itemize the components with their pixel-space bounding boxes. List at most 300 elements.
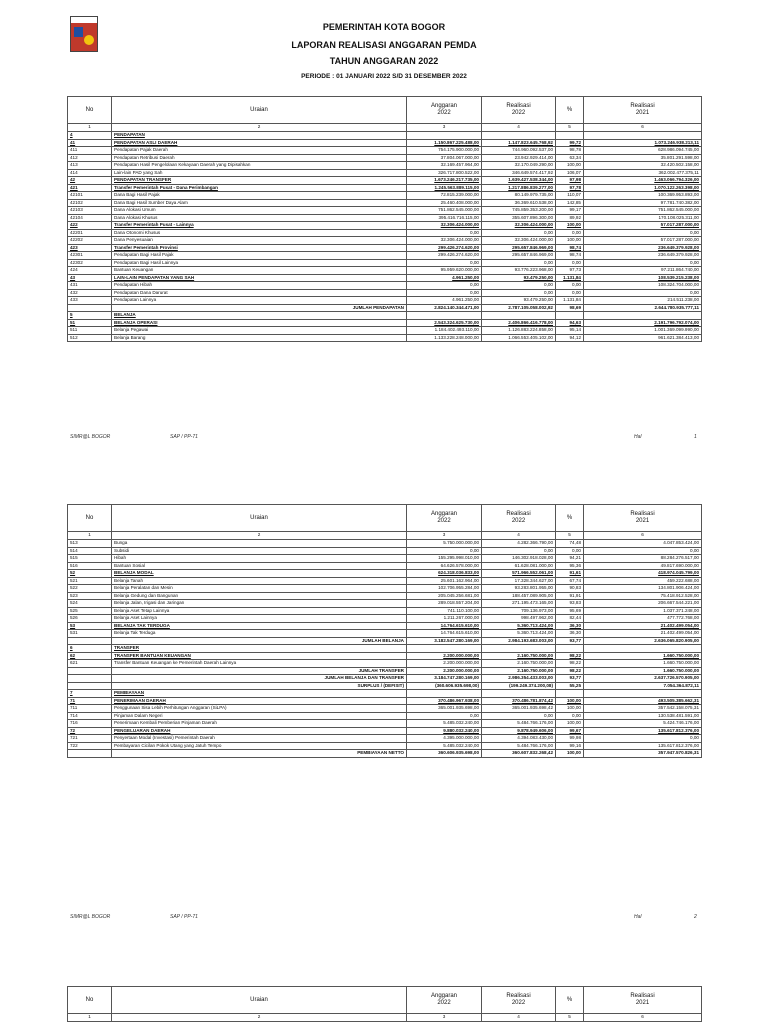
row-code: 521: [68, 577, 112, 585]
row-percent: 100,00: [556, 750, 584, 758]
table-row: [68, 319, 702, 327]
row-code: 431: [68, 282, 112, 290]
row-description: PENDAPATAN TRANSFER: [112, 177, 407, 185]
footer-app-name: SIMR@L BOGOR: [70, 434, 111, 440]
row-anggaran: 2.200.000.000,00: [407, 660, 482, 668]
table-row: [68, 199, 702, 207]
row-percent: 99,72: [556, 139, 584, 147]
row-realisasi: 93.479.250,00: [482, 297, 556, 305]
row-code: 522: [68, 585, 112, 593]
row-realisasi-prev: 100.369.953.893,00: [584, 192, 702, 200]
row-anggaran: 72.815.239.000,00: [407, 192, 482, 200]
row-code: 411: [68, 147, 112, 155]
row-realisasi-prev: 0,00: [584, 229, 702, 237]
row-code: 62: [68, 652, 112, 660]
row-realisasi: 5.360.713.424,00: [482, 622, 556, 630]
col-realisasi-prev: Realisasi 2021: [584, 97, 702, 124]
report-title-2: LAPORAN REALISASI ANGGARAN PEMDA: [291, 40, 477, 50]
row-realisasi-prev: 418.974.045.799,00: [584, 570, 702, 578]
row-description: JUMLAH TRANSFER: [112, 667, 407, 675]
row-anggaran: 1.150.867.225.488,00: [407, 139, 482, 147]
row-percent: 89,92: [556, 214, 584, 222]
table-row: [68, 274, 702, 282]
table-row: [68, 214, 702, 222]
row-percent: 100,00: [556, 237, 584, 245]
row-percent: 0,00: [556, 547, 584, 555]
row-realisasi-prev: 135.617.812.376,00: [584, 727, 702, 735]
row-code: 7: [68, 690, 112, 698]
row-percent: 67,74: [556, 577, 584, 585]
row-anggaran: 741.110.100,00: [407, 607, 482, 615]
row-anggaran: [407, 645, 482, 653]
row-anggaran: 102.706.955.284,00: [407, 585, 482, 593]
row-realisasi: 188.457.089.905,00: [482, 592, 556, 600]
row-realisasi-prev: 135.617.812.376,00: [584, 742, 702, 750]
row-description: Transfer Bantuan Keuangan ke Pemerintah Daerah Lainnya: [112, 660, 407, 668]
table-row: [68, 162, 702, 170]
row-description: Bunga: [112, 540, 407, 548]
row-anggaran: 1.673.246.217.735,00: [407, 177, 482, 185]
row-realisasi-prev: [584, 132, 702, 140]
row-anggaran: 624.318.036.833,00: [407, 570, 482, 578]
row-description: Pendapatan Dana Darurat: [112, 289, 407, 297]
row-realisasi-prev: 0,00: [584, 289, 702, 297]
row-realisasi-prev: 5.424.746.176,00: [584, 720, 702, 728]
row-realisasi: [482, 645, 556, 653]
row-realisasi: 1.147.823.645.768,92: [482, 139, 556, 147]
table-row: [68, 139, 702, 147]
row-percent: 98,74: [556, 244, 584, 252]
row-realisasi-prev: 961.621.384.413,00: [584, 334, 702, 342]
row-code: 432: [68, 289, 112, 297]
row-percent: 1.131,84: [556, 274, 584, 282]
row-code: 72: [68, 727, 112, 735]
col-anggaran: Anggaran 2022: [407, 987, 482, 1014]
row-description: Transfer Pemerintah Provinsi: [112, 244, 407, 252]
table-header-row: [68, 987, 702, 1014]
row-code: 51: [68, 319, 112, 327]
row-percent: 99,98: [556, 735, 584, 743]
row-description: Hibah: [112, 555, 407, 563]
row-code: 422: [68, 222, 112, 230]
row-anggaran: 32.306.424.000,00: [407, 237, 482, 245]
row-description: Pendapatan Retribusi Daerah: [112, 154, 407, 162]
row-code: 513: [68, 540, 112, 548]
total-row: [68, 675, 702, 683]
row-anggaran: 2.824.140.344.471,00: [407, 304, 482, 312]
table-row: [68, 229, 702, 237]
row-code: [68, 667, 112, 675]
row-realisasi: 5.484.766.176,00: [482, 720, 556, 728]
row-percent: 0,00: [556, 289, 584, 297]
row-description: Belanja Barang: [112, 334, 407, 342]
row-realisasi: 36.369.610.538,00: [482, 199, 556, 207]
row-anggaran: 754.175.900.000,00: [407, 147, 482, 155]
row-realisasi: 0,00: [482, 712, 556, 720]
row-realisasi-prev: 1.463.066.794.326,00: [584, 177, 702, 185]
report-title-1: PEMERINTAH KOTA BOGOR: [322, 22, 446, 32]
row-percent: 1.131,84: [556, 297, 584, 305]
row-code: [68, 637, 112, 645]
row-anggaran: 751.862.545.000,00: [407, 207, 482, 215]
row-code: 53: [68, 622, 112, 630]
row-code: [68, 682, 112, 690]
row-code: 514: [68, 547, 112, 555]
table-row: [68, 169, 702, 177]
table-row: [68, 244, 702, 252]
row-percent: 100,00: [556, 720, 584, 728]
row-anggaran: 0,00: [407, 229, 482, 237]
footer-app-name: SIMR@L BOGOR: [70, 914, 111, 920]
table-row: [68, 154, 702, 162]
row-percent: 94,12: [556, 334, 584, 342]
table-row: [68, 622, 702, 630]
row-realisasi: 295.657.846.969,00: [482, 244, 556, 252]
row-code: 714: [68, 712, 112, 720]
row-description: PENERIMAAN DAERAH: [112, 697, 407, 705]
row-realisasi-prev: 75.418.912.528,00: [584, 592, 702, 600]
table-row: [68, 570, 702, 578]
row-realisasi: 17.328.344.627,00: [482, 577, 556, 585]
row-realisasi-prev: 493.505.385.662,31: [584, 697, 702, 705]
row-code: 523: [68, 592, 112, 600]
table-row: [68, 645, 702, 653]
row-anggaran: 1.245.563.889.115,00: [407, 184, 482, 192]
column-index-row: 1 2 3 4 5 6: [68, 1014, 702, 1022]
row-realisasi: 0,00: [482, 259, 556, 267]
row-anggaran: 14.764.615.610,00: [407, 630, 482, 638]
footer-hal-label: Hal: [634, 914, 642, 920]
row-code: 423: [68, 244, 112, 252]
row-description: Penggunaan Sisa Lebih Perhitungan Anggaran (SiLPA): [112, 705, 407, 713]
row-percent: 98,22: [556, 652, 584, 660]
row-code: 42201: [68, 229, 112, 237]
col-realisasi-prev: Realisasi 2021: [584, 987, 702, 1014]
row-code: 42101: [68, 192, 112, 200]
row-realisasi-prev: 21.402.499.054,00: [584, 630, 702, 638]
row-anggaran: 3.184.747.280.169,00: [407, 675, 482, 683]
table-row: [68, 742, 702, 750]
table-row: [68, 222, 702, 230]
row-anggaran: 2.200.000.000,00: [407, 667, 482, 675]
row-description: Pembayaran Cicilan Pokok Utang yang Jatuh Tempo: [112, 742, 407, 750]
row-realisasi: 2.986.354.433.003,00: [482, 675, 556, 683]
row-realisasi: 93.283.801.955,00: [482, 585, 556, 593]
row-percent: 93,77: [556, 637, 584, 645]
row-description: JUMLAH BELANJA: [112, 637, 407, 645]
row-code: 6: [68, 645, 112, 653]
row-description: Belanja Aset Lainnya: [112, 615, 407, 623]
row-percent: 100,00: [556, 222, 584, 230]
row-code: 515: [68, 555, 112, 563]
row-code: 414: [68, 169, 112, 177]
row-percent: 98,22: [556, 667, 584, 675]
row-anggaran: 5.485.032.240,00: [407, 742, 482, 750]
row-realisasi: [482, 312, 556, 320]
row-anggaran: [407, 132, 482, 140]
row-realisasi: 1.066.553.405.102,00: [482, 334, 556, 342]
row-code: 41: [68, 139, 112, 147]
row-anggaran: 5.485.032.240,00: [407, 720, 482, 728]
table-row: [68, 192, 702, 200]
report-table-page-2: [67, 504, 702, 758]
row-code: 721: [68, 735, 112, 743]
row-code: 42102: [68, 199, 112, 207]
row-percent: 94,21: [556, 555, 584, 563]
row-percent: [556, 312, 584, 320]
row-description: BELANJA: [112, 312, 407, 320]
row-anggaran: 25.601.162.964,00: [407, 577, 482, 585]
row-description: Penerimaan Kembali Pemberian Pinjaman Daerah: [112, 720, 407, 728]
row-description: Belanja Tanah: [112, 577, 407, 585]
row-realisasi: 0,00: [482, 282, 556, 290]
row-code: 711: [68, 705, 112, 713]
table-row: [68, 327, 702, 335]
row-description: BELANJA TAK TERDUGA: [112, 622, 407, 630]
row-description: Dana Penyesuaian: [112, 237, 407, 245]
row-percent: [556, 690, 584, 698]
table-row: [68, 207, 702, 215]
row-code: 5: [68, 312, 112, 320]
row-percent: 142,85: [556, 199, 584, 207]
row-realisasi-prev: 32.420.502.158,00: [584, 162, 702, 170]
table-row: [68, 615, 702, 623]
col-anggaran: Anggaran 2022: [407, 505, 482, 532]
row-percent: 97,78: [556, 184, 584, 192]
row-code: 52: [68, 570, 112, 578]
row-anggaran: 155.295.998.010,00: [407, 555, 482, 563]
row-description: SURPLUS / (DEFISIT): [112, 682, 407, 690]
row-code: 413: [68, 162, 112, 170]
row-anggaran: 360.606.935.698,00: [407, 750, 482, 758]
row-anggaran: 4.961.250,00: [407, 297, 482, 305]
row-realisasi-prev: 1.660.750.000,00: [584, 667, 702, 675]
row-anggaran: 4.961.250,00: [407, 274, 482, 282]
row-realisasi-prev: 57.017.287.000,00: [584, 237, 702, 245]
row-realisasi-prev: [584, 645, 702, 653]
row-description: PENDAPATAN ASLI DAERAH: [112, 139, 407, 147]
row-anggaran: 0,00: [407, 259, 482, 267]
table-row: [68, 237, 702, 245]
table-row: [68, 592, 702, 600]
table-row: [68, 607, 702, 615]
row-description: Pendapatan Lainnya: [112, 297, 407, 305]
table-row: [68, 562, 702, 570]
row-percent: 91,91: [556, 592, 584, 600]
row-realisasi: 32.170.049.290,00: [482, 162, 556, 170]
report-period: PERIODE : 01 JANUARI 2022 S/D 31 DESEMBER 2022: [301, 73, 467, 80]
table-row: [68, 705, 702, 713]
row-realisasi-prev: 1.660.750.000,00: [584, 660, 702, 668]
row-code: 526: [68, 615, 112, 623]
row-anggaran: 395.416.716.115,00: [407, 214, 482, 222]
table-row: [68, 600, 702, 608]
footer-form-code: SAP / PP-71: [170, 434, 198, 440]
row-realisasi: 355.607.896.300,00: [482, 214, 556, 222]
row-realisasi-prev: 206.667.544.221,00: [584, 600, 702, 608]
row-realisasi: 2.984.193.683.003,00: [482, 637, 556, 645]
col-realisasi-prev: Realisasi 2021: [584, 505, 702, 532]
row-anggaran: 1.211.267.000,00: [407, 615, 482, 623]
row-realisasi: 360.607.832.268,42: [482, 750, 556, 758]
row-code: 524: [68, 600, 112, 608]
row-realisasi-prev: 21.402.499.054,00: [584, 622, 702, 630]
row-realisasi: 0,00: [482, 229, 556, 237]
row-realisasi-prev: 0,00: [584, 547, 702, 555]
row-anggaran: 4.395.000.000,00: [407, 735, 482, 743]
row-realisasi-prev: 108.324.704.000,00: [584, 282, 702, 290]
report-table-page-3: [67, 986, 702, 1022]
row-realisasi: 571.966.552.061,00: [482, 570, 556, 578]
table-row: [68, 630, 702, 638]
table-row: [68, 660, 702, 668]
row-code: 42301: [68, 252, 112, 260]
row-percent: 74,48: [556, 540, 584, 548]
row-realisasi-prev: 170.108.025.311,00: [584, 214, 702, 222]
row-description: Belanja Aset Tetap Lainnya: [112, 607, 407, 615]
row-realisasi-prev: 88.284.276.517,00: [584, 555, 702, 563]
col-anggaran: Anggaran 2022: [407, 97, 482, 124]
table-row: [68, 334, 702, 342]
row-percent: 98,22: [556, 660, 584, 668]
row-percent: 98,69: [556, 304, 584, 312]
row-description: TRANSFER BANTUAN KEUANGAN: [112, 652, 407, 660]
row-percent: 100,00: [556, 705, 584, 713]
table-row: [68, 540, 702, 548]
row-percent: 36,30: [556, 622, 584, 630]
total-row: [68, 750, 702, 758]
row-code: 512: [68, 334, 112, 342]
table-row: [68, 652, 702, 660]
row-percent: 93,83: [556, 600, 584, 608]
row-realisasi-prev: 214.511.238,00: [584, 297, 702, 305]
total-row: [68, 667, 702, 675]
row-description: Penyertaan Modal (Investasi) Pemerintah Daerah: [112, 735, 407, 743]
row-code: 525: [68, 607, 112, 615]
row-description: BELANJA MODAL: [112, 570, 407, 578]
row-description: Bantuan Sosial: [112, 562, 407, 570]
total-row: [68, 637, 702, 645]
row-percent: [556, 645, 584, 653]
row-description: JUMLAH PENDAPATAN: [112, 304, 407, 312]
row-realisasi-prev: 130.538.481.591,00: [584, 712, 702, 720]
report-title-3: TAHUN ANGGARAN 2022: [329, 56, 439, 66]
row-realisasi: 2.406.866.416.778,00: [482, 319, 556, 327]
row-code: 516: [68, 562, 112, 570]
row-description: Belanja Peralatan dan Mesin: [112, 585, 407, 593]
row-realisasi-prev: 1.660.750.000,00: [584, 652, 702, 660]
row-realisasi-prev: 2.191.796.792.074,00: [584, 319, 702, 327]
row-realisasi: 998.497.962,00: [482, 615, 556, 623]
column-index-row: 1 2 3 4 5 6: [68, 532, 702, 540]
row-code: [68, 304, 112, 312]
row-code: 42: [68, 177, 112, 185]
row-code: 42202: [68, 237, 112, 245]
row-description: Dana Alokasi Khusus: [112, 214, 407, 222]
row-description: PENGELUARAN DAERAH: [112, 727, 407, 735]
table-row: [68, 289, 702, 297]
table-row: [68, 132, 702, 140]
row-realisasi-prev: 1.073.246.938.213,11: [584, 139, 702, 147]
row-description: BELANJA OPERASI: [112, 319, 407, 327]
row-percent: 99,16: [556, 742, 584, 750]
row-realisasi-prev: 628.986.094.745,00: [584, 147, 702, 155]
row-code: 4: [68, 132, 112, 140]
row-realisasi-prev: 1.037.371.248,00: [584, 607, 702, 615]
row-description: Dana Otonomi Khusus: [112, 229, 407, 237]
row-code: 412: [68, 154, 112, 162]
table-row: [68, 712, 702, 720]
row-realisasi-prev: 362.002.477.375,11: [584, 169, 702, 177]
row-realisasi-prev: 2.644.780.935.777,11: [584, 304, 702, 312]
row-percent: 97,98: [556, 177, 584, 185]
row-anggaran: 32.169.457.964,00: [407, 162, 482, 170]
row-percent: 95,69: [556, 607, 584, 615]
table-header-row: [68, 97, 702, 124]
row-percent: 99,67: [556, 727, 584, 735]
row-realisasi-prev: 1.070.122.263.398,00: [584, 184, 702, 192]
row-realisasi: 2.787.105.058.002,92: [482, 304, 556, 312]
row-percent: 106,07: [556, 169, 584, 177]
row-description: Pendapatan Bagi Hasil Lainnya: [112, 259, 407, 267]
col-no: No: [68, 987, 112, 1014]
row-realisasi: [482, 690, 556, 698]
row-code: 43: [68, 274, 112, 282]
row-description: Dana Bagi Hasil Sumber Daya Alam: [112, 199, 407, 207]
row-realisasi-prev: 4.047.853.424,00: [584, 540, 702, 548]
row-percent: 98,78: [556, 147, 584, 155]
row-percent: 91,61: [556, 570, 584, 578]
row-percent: 0,00: [556, 282, 584, 290]
col-no: No: [68, 505, 112, 532]
table-row: [68, 697, 702, 705]
row-realisasi: 1.639.427.538.344,00: [482, 177, 556, 185]
row-description: LAIN-LAIN PENDAPATAN YANG SAH: [112, 274, 407, 282]
column-index-row: 1 2 3 4 5 6: [68, 124, 702, 132]
footer-form-code: SAP / PP-71: [170, 914, 198, 920]
col-pct: %: [556, 505, 584, 532]
row-description: Pinjaman Dalam Negeri: [112, 712, 407, 720]
row-anggaran: 1.184.402.493.110,00: [407, 327, 482, 335]
report-table-page-1: [67, 96, 702, 342]
row-anggaran: 2.543.324.625.730,00: [407, 319, 482, 327]
row-anggaran: 370.486.967.938,00: [407, 697, 482, 705]
row-description: Pendapatan Hibah: [112, 282, 407, 290]
row-percent: 63,34: [556, 154, 584, 162]
table-row: [68, 547, 702, 555]
row-anggaran: 299.426.274.620,00: [407, 244, 482, 252]
row-description: Transfer Pemerintah Pusat - Dana Perimbangan: [112, 184, 407, 192]
row-code: 716: [68, 720, 112, 728]
row-realisasi-prev: 0,00: [584, 735, 702, 743]
row-realisasi-prev: 357.542.158.075,31: [584, 705, 702, 713]
row-realisasi: 709.136.973,00: [482, 607, 556, 615]
row-anggaran: 1.133.228.248.000,00: [407, 334, 482, 342]
row-realisasi: 2.160.750.000,00: [482, 660, 556, 668]
row-realisasi-prev: 35.801.291.598,00: [584, 154, 702, 162]
row-anggaran: 205.045.256.681,00: [407, 592, 482, 600]
table-row: [68, 282, 702, 290]
row-realisasi: 93.776.223.968,00: [482, 267, 556, 275]
row-realisasi-prev: 7.054.364.872,11: [584, 682, 702, 690]
row-realisasi: 2.160.750.000,00: [482, 667, 556, 675]
row-realisasi: [482, 132, 556, 140]
row-description: PEMBIAYAAN: [112, 690, 407, 698]
row-percent: 94,63: [556, 319, 584, 327]
row-realisasi-prev: 97.211.864.740,00: [584, 267, 702, 275]
row-anggaran: (360.606.935.698,00): [407, 682, 482, 690]
row-code: 42104: [68, 214, 112, 222]
